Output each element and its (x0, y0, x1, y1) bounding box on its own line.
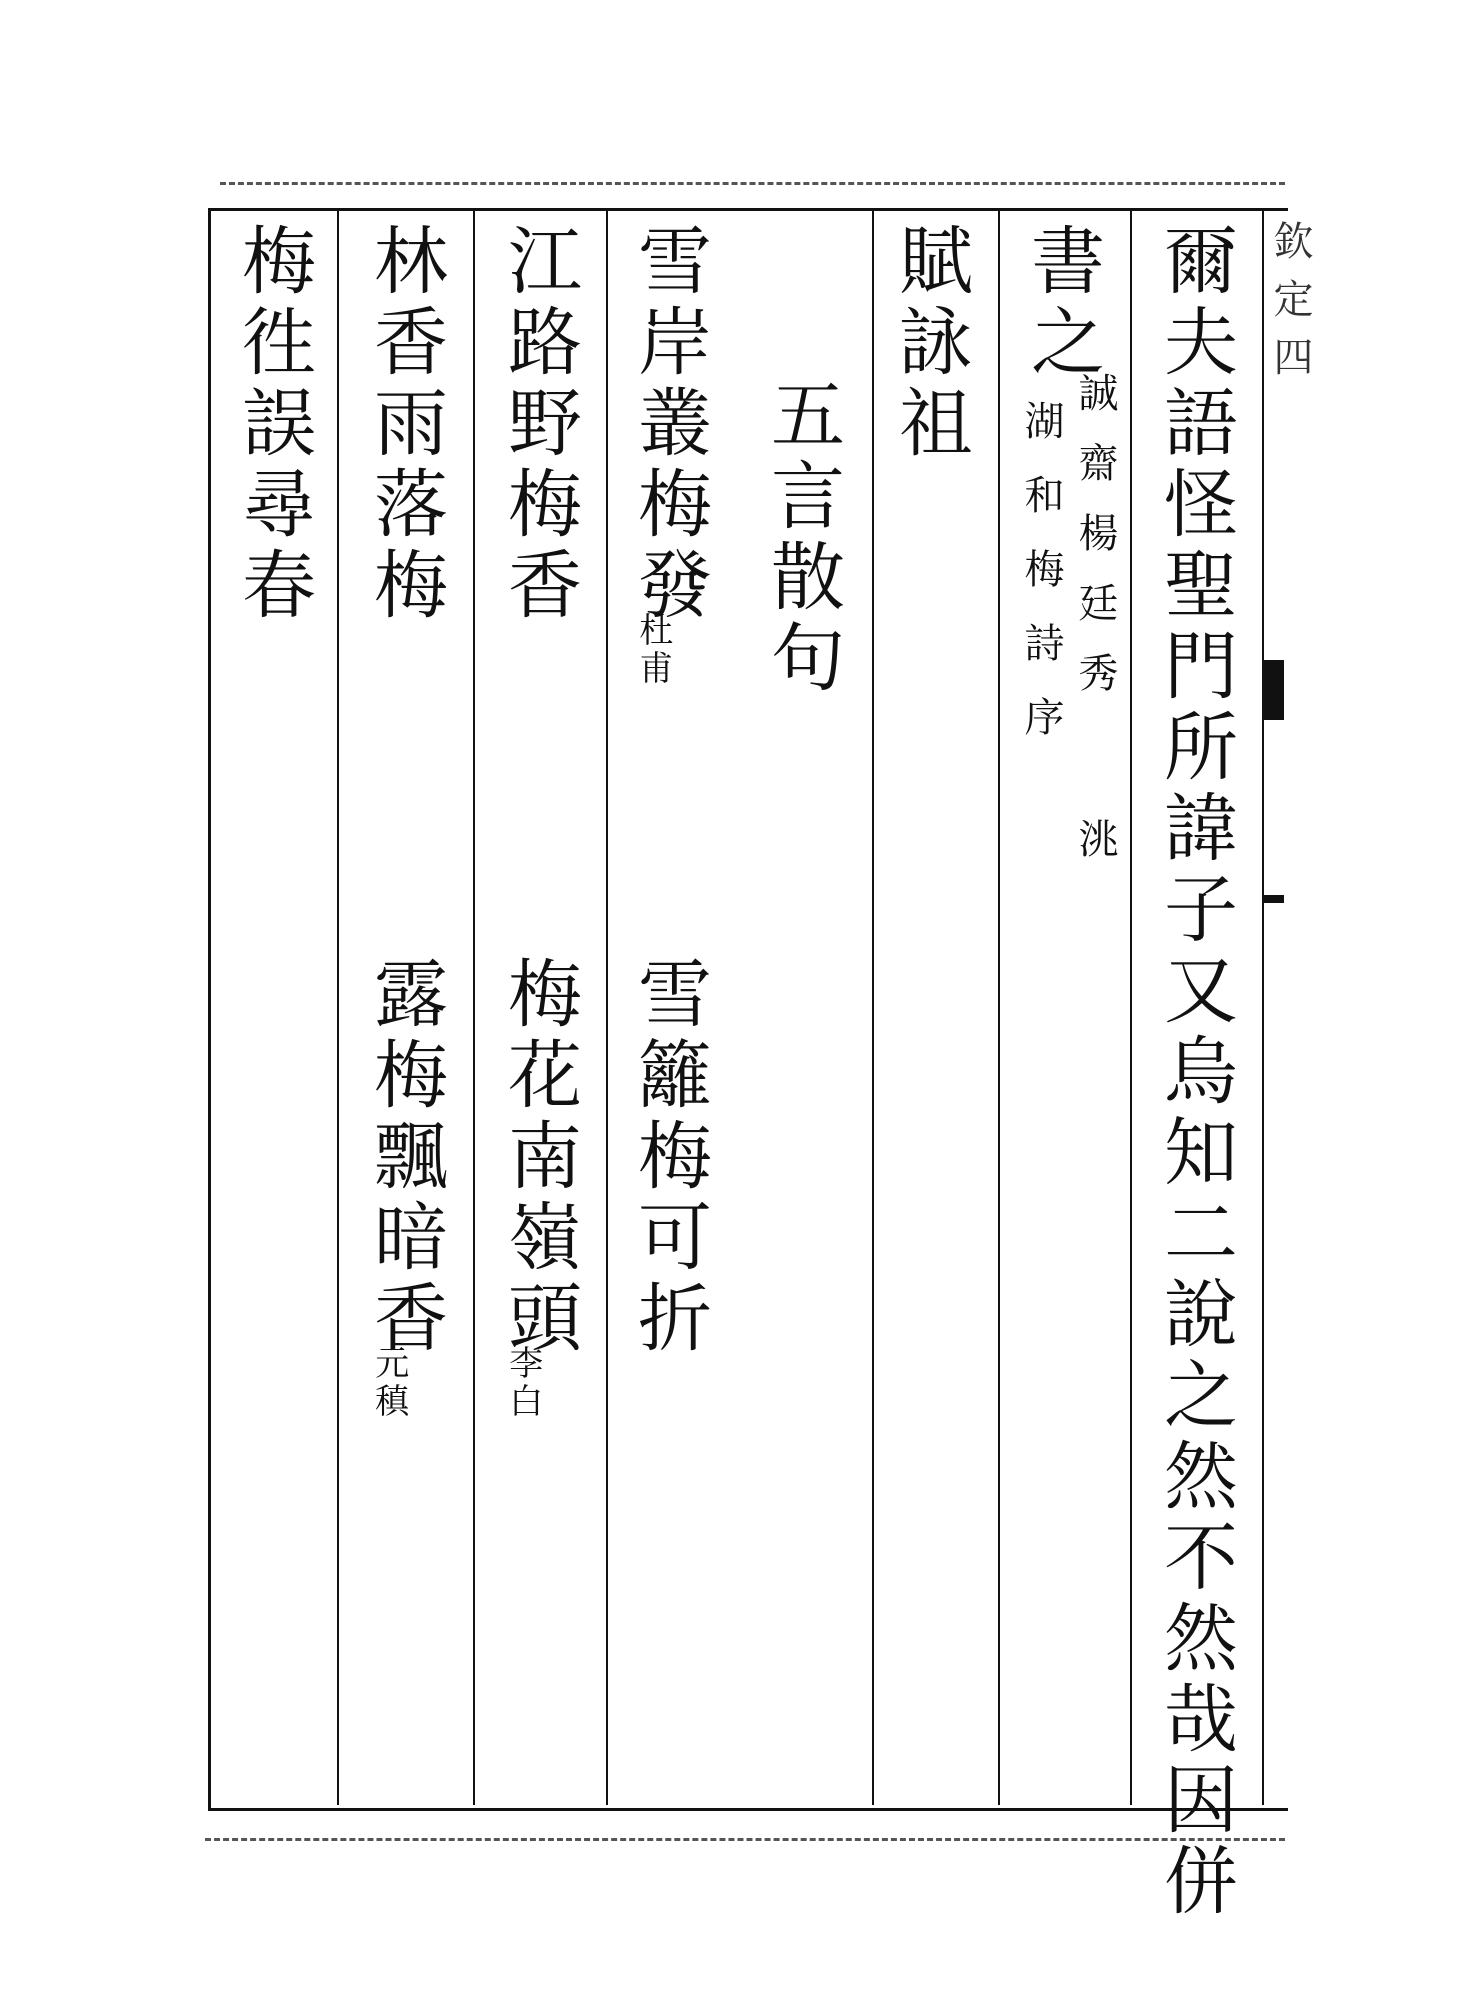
column-rule (473, 211, 475, 1805)
interlinear-note-left: 湖和梅詩序 (1018, 400, 1064, 770)
verse-author-5: 杜甫 (632, 612, 673, 688)
text-column-8: 梅徃誤尋春 (230, 222, 316, 627)
text-column-1: 爾夫語怪聖門所諱子又烏知二說之然不然哉因併 (1152, 222, 1238, 1923)
column-rule (1130, 211, 1132, 1805)
text-column-2-head: 書之 (1019, 222, 1105, 384)
verse-upper-5: 雪岸叢梅發 (626, 222, 712, 627)
verse-author-6: 李白 (502, 1345, 543, 1421)
verse-lower-6: 梅花南嶺頭 (496, 955, 582, 1360)
margin-block (1262, 895, 1284, 903)
column-rule (606, 211, 608, 1805)
column-rule (337, 211, 339, 1805)
verse-upper-7: 林香雨落梅 (362, 222, 448, 627)
bottom-margin-rule (205, 1838, 1285, 1841)
interlinear-note-right: 誠齋楊廷秀 (1072, 372, 1118, 722)
margin-block (1262, 660, 1284, 720)
column-rule (998, 211, 1000, 1805)
verse-lower-7: 露梅飄暗香 (362, 955, 448, 1360)
column-rule (872, 211, 874, 1805)
verse-author-7: 元稹 (368, 1345, 409, 1421)
top-margin-rule (220, 182, 1285, 185)
column-rule (1262, 211, 1264, 1805)
verse-lower-5: 雪籬梅可折 (626, 955, 712, 1360)
margin-label: 欽定四 (1267, 220, 1313, 394)
verse-upper-6: 江路野梅香 (496, 222, 582, 627)
interlinear-note-right-tail: 洮 (1072, 818, 1118, 888)
text-column-3: 賦詠祖 (887, 222, 973, 465)
section-heading: 五言散句 (759, 376, 845, 700)
